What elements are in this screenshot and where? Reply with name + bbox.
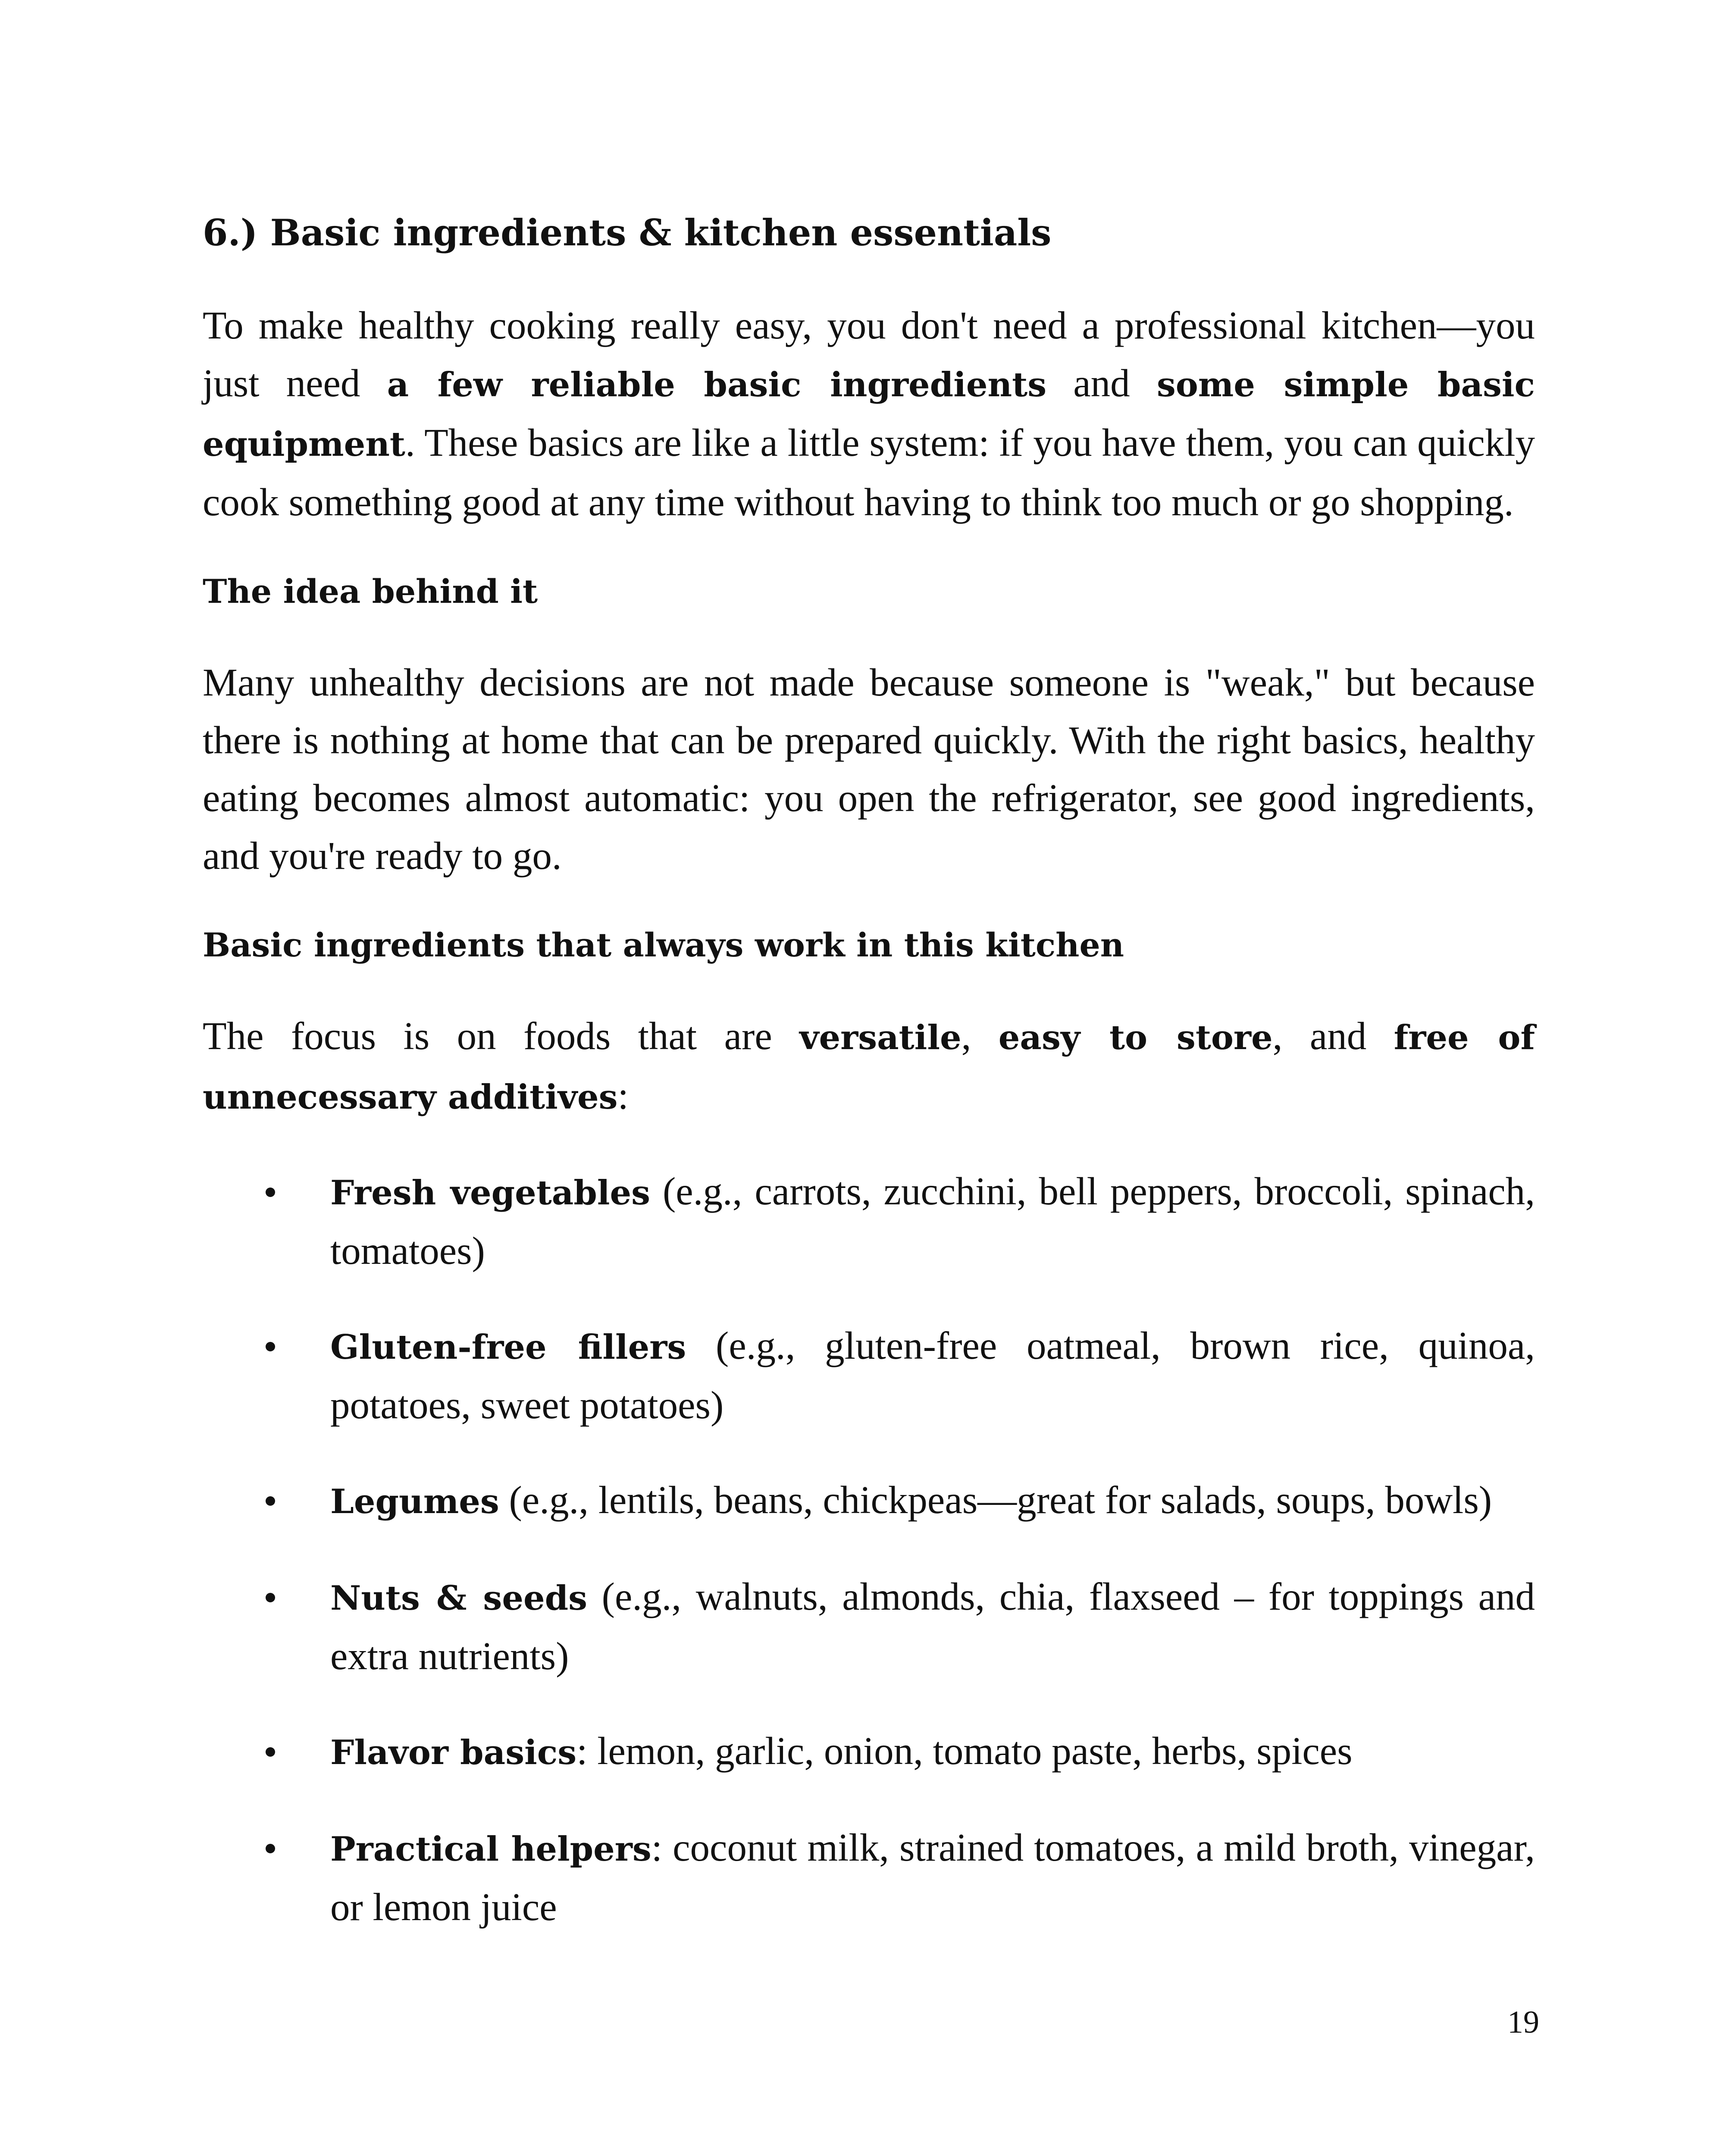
item-label: Flavor basics — [330, 1733, 577, 1772]
focus-text-3: , and — [1272, 1014, 1394, 1058]
bullet-icon — [266, 1342, 275, 1351]
focus-text-2: , — [961, 1014, 999, 1058]
intro-text-2: and — [1046, 361, 1157, 405]
item-text: (e.g., lentils, beans, chickpeas—great for salads, soups, bowls) — [499, 1478, 1492, 1522]
ingredient-list — [203, 1163, 1535, 1936]
bullet-icon — [266, 1844, 275, 1853]
idea-paragraph: Many unhealthy decisions are not made because someone is "weak," but because there is nothing at home that can be prepared quickly. With the right basics, healthy eating becomes almost automatic: you open the refrigerator, see good ingredients, and you're ready to go. — [203, 661, 1535, 877]
list-item — [203, 1317, 1535, 1434]
page-number: 19 — [1507, 2005, 1539, 2040]
item-label: Fresh vegetables — [330, 1173, 651, 1213]
list-item — [203, 1568, 1535, 1685]
bullet-icon — [266, 1747, 275, 1757]
idea-subheading: The idea behind it — [203, 572, 538, 611]
focus-text-1: The focus is on foods that are — [203, 1014, 800, 1058]
item-label: Nuts & seeds — [330, 1579, 588, 1618]
section-heading: 6.) Basic ingredients & kitchen essentials — [203, 211, 1052, 254]
ingredients-subheading: Basic ingredients that always work in this kitchen — [203, 926, 1124, 964]
list-item — [203, 1471, 1535, 1531]
list-item — [203, 1722, 1535, 1782]
item-label: Gluten-free fillers — [330, 1328, 686, 1367]
item-label: Legumes — [330, 1482, 499, 1521]
bullet-icon — [266, 1188, 275, 1197]
document-page — [203, 207, 1535, 1973]
item-text: (e.g., walnuts, almonds, chia, flaxseed – for toppings and extra nutrients) — [330, 1575, 1535, 1678]
focus-text-4: : — [617, 1074, 629, 1117]
item-text: : lemon, garlic, onion, tomato paste, herbs, spices — [576, 1729, 1353, 1773]
item-text: : coconut milk, strained tomatoes, a mild broth, vinegar, or lemon juice — [330, 1826, 1535, 1929]
item-text: (e.g., gluten-free oatmeal, brown rice, quinoa, potatoes, sweet potatoes) — [330, 1324, 1535, 1427]
item-label: Practical helpers — [330, 1830, 651, 1869]
bullet-icon — [266, 1593, 275, 1602]
list-item — [203, 1163, 1535, 1280]
intro-bold-1: a few reliable basic ingredients — [387, 365, 1047, 404]
focus-paragraph — [203, 1007, 1535, 1126]
list-item — [203, 1819, 1535, 1936]
intro-bold-2: some simple basic equipment — [203, 365, 1535, 464]
focus-bold-2: easy to store — [998, 1018, 1273, 1057]
item-text: (e.g., carrots, zucchini, bell peppers, broccoli, spinach, tomatoes) — [330, 1169, 1535, 1272]
intro-text-1: To make healthy cooking really easy, you don't need a professional kitchen—you just need — [203, 304, 1535, 405]
focus-bold-1: versatile — [799, 1018, 962, 1057]
intro-text-3: . These basics are like a little system: if you have them, you can quickly cook something good at any time without having to think too much or go shopping. — [203, 421, 1535, 524]
intro-paragraph — [203, 297, 1535, 531]
bullet-icon — [266, 1496, 275, 1506]
focus-bold-3: free of unnecessary additives — [203, 1018, 1535, 1117]
